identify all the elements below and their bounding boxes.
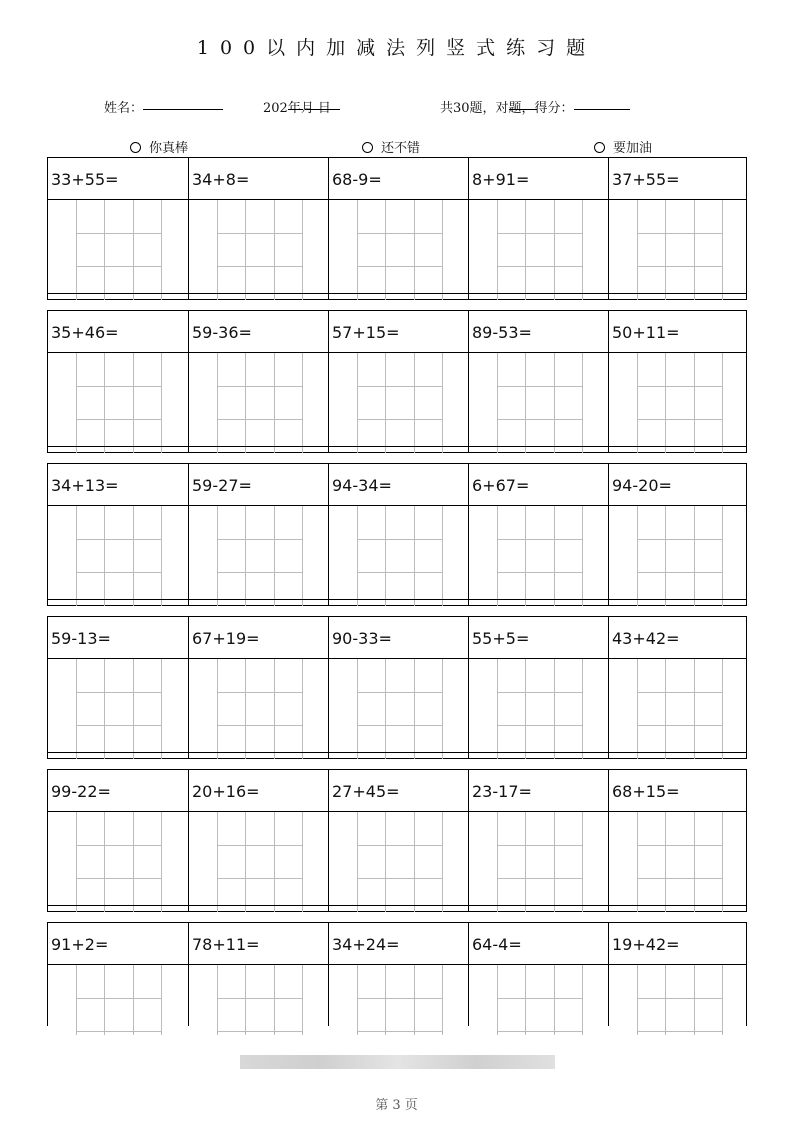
grid-line	[358, 1031, 443, 1032]
answer-grid[interactable]	[497, 659, 582, 759]
problem-cell	[328, 311, 468, 452]
grid-line	[218, 845, 303, 846]
problem-text: 34+24=	[332, 935, 400, 954]
correct-blank	[509, 97, 537, 110]
grid-line	[414, 812, 415, 912]
problem-cell	[328, 158, 468, 299]
problem-text: 90-33=	[332, 629, 392, 648]
grid-line	[302, 812, 303, 912]
grid-line	[77, 539, 162, 540]
grid-line	[104, 965, 105, 1035]
problem-text: 50+11=	[612, 323, 680, 342]
grid-line	[665, 659, 666, 759]
problem-text: 64-4=	[472, 935, 522, 954]
grid-line	[133, 200, 134, 300]
problem-text: 94-34=	[332, 476, 392, 495]
row-divider	[48, 352, 746, 353]
circle-icon	[362, 142, 373, 153]
grid-line	[694, 965, 695, 1035]
grid-line	[638, 233, 723, 234]
rating-option[interactable]: 还不错	[362, 137, 420, 156]
grid-line	[442, 812, 443, 912]
grid-line	[665, 506, 666, 606]
grid-line	[582, 200, 583, 300]
grid-line	[414, 965, 415, 1035]
answer-grid[interactable]	[357, 506, 442, 606]
row-divider	[48, 199, 746, 200]
answer-grid[interactable]	[497, 353, 582, 453]
grid-line	[722, 506, 723, 606]
problem-text: 91+2=	[51, 935, 109, 954]
grid-line	[665, 965, 666, 1035]
grid-line	[498, 419, 583, 420]
grid-line	[414, 353, 415, 453]
answer-grid[interactable]	[497, 812, 582, 912]
name-blank	[143, 97, 223, 110]
problem-cell	[48, 770, 188, 911]
grid-line	[638, 419, 723, 420]
row-separator	[48, 293, 746, 294]
problem-row	[47, 310, 747, 453]
answer-grid[interactable]	[637, 659, 722, 759]
problem-cell	[608, 617, 748, 758]
grid-line	[358, 233, 443, 234]
grid-line	[525, 353, 526, 453]
grid-line	[498, 572, 583, 573]
grid-line	[161, 200, 162, 300]
grid-line	[582, 965, 583, 1035]
answer-grid[interactable]	[637, 812, 722, 912]
grid-line	[498, 1031, 583, 1032]
grid-line	[694, 659, 695, 759]
grid-line	[638, 539, 723, 540]
problem-row	[47, 616, 747, 759]
problem-text: 78+11=	[192, 935, 260, 954]
problem-cell	[608, 770, 748, 911]
problem-cell	[328, 923, 468, 1026]
grid-line	[274, 506, 275, 606]
grid-line	[385, 812, 386, 912]
answer-grid[interactable]	[217, 506, 302, 606]
problem-row	[47, 922, 747, 1026]
date-field	[263, 97, 331, 116]
grid-line	[218, 725, 303, 726]
grid-line	[554, 965, 555, 1035]
answer-grid[interactable]	[637, 506, 722, 606]
grid-line	[77, 386, 162, 387]
grid-line	[722, 965, 723, 1035]
grid-line	[498, 692, 583, 693]
problem-cell	[468, 617, 608, 758]
problem-cell	[468, 311, 608, 452]
grid-line	[104, 659, 105, 759]
grid-line	[245, 812, 246, 912]
problem-cell	[608, 158, 748, 299]
grid-line	[554, 506, 555, 606]
grid-line	[442, 353, 443, 453]
grid-line	[218, 1031, 303, 1032]
answer-grid[interactable]	[76, 353, 161, 453]
grid-line	[638, 692, 723, 693]
problem-row	[47, 769, 747, 912]
grid-line	[77, 419, 162, 420]
problem-text: 55+5=	[472, 629, 530, 648]
grid-line	[104, 812, 105, 912]
day-label: 日	[317, 101, 331, 116]
grid-line	[358, 419, 443, 420]
grid-line	[358, 878, 443, 879]
grid-line	[245, 659, 246, 759]
grid-line	[77, 572, 162, 573]
grid-line	[302, 353, 303, 453]
grid-line	[638, 386, 723, 387]
answer-grid[interactable]	[497, 965, 582, 1035]
grid-line	[274, 353, 275, 453]
problem-cell	[188, 923, 328, 1026]
grid-line	[582, 812, 583, 912]
grid-line	[218, 692, 303, 693]
grid-line	[218, 572, 303, 573]
row-divider	[48, 505, 746, 506]
answer-grid[interactable]	[217, 200, 302, 300]
grid-line	[442, 506, 443, 606]
grid-line	[385, 353, 386, 453]
problem-cell	[188, 617, 328, 758]
grid-line	[218, 233, 303, 234]
answer-grid[interactable]	[357, 200, 442, 300]
row-separator	[48, 905, 746, 906]
problem-text: 6+67=	[472, 476, 530, 495]
grid-line	[77, 1031, 162, 1032]
grid-line	[498, 266, 583, 267]
grid-line	[385, 200, 386, 300]
grid-line	[133, 965, 134, 1035]
row-divider	[48, 964, 746, 965]
grid-line	[694, 353, 695, 453]
grid-line	[638, 845, 723, 846]
problem-text: 67+19=	[192, 629, 260, 648]
grid-line	[582, 506, 583, 606]
problem-cell	[188, 770, 328, 911]
problem-cell	[468, 464, 608, 605]
grid-line	[525, 965, 526, 1035]
problem-text: 33+55=	[51, 170, 119, 189]
problem-text: 59-27=	[192, 476, 252, 495]
grid-line	[218, 419, 303, 420]
grid-line	[77, 845, 162, 846]
row-separator	[48, 752, 746, 753]
grid-line	[358, 845, 443, 846]
problem-text: 34+8=	[192, 170, 250, 189]
grid-line	[722, 200, 723, 300]
problem-text: 89-53=	[472, 323, 532, 342]
answer-grid[interactable]	[357, 965, 442, 1035]
grid-line	[245, 506, 246, 606]
grid-line	[133, 812, 134, 912]
problem-cell	[468, 158, 608, 299]
problem-text: 27+45=	[332, 782, 400, 801]
total-label: 共30题，对	[440, 101, 509, 116]
grid-line	[414, 506, 415, 606]
grid-line	[358, 572, 443, 573]
grid-line	[638, 266, 723, 267]
grid-line	[442, 200, 443, 300]
answer-grid[interactable]	[76, 659, 161, 759]
problem-cell	[608, 464, 748, 605]
grid-line	[274, 812, 275, 912]
answer-grid[interactable]	[217, 353, 302, 453]
grid-line	[77, 692, 162, 693]
grid-line	[161, 659, 162, 759]
rating-option[interactable]: 要加油	[594, 137, 652, 156]
grid-line	[638, 998, 723, 999]
grid-line	[638, 572, 723, 573]
problem-text: 34+13=	[51, 476, 119, 495]
grid-line	[665, 812, 666, 912]
grid-line	[133, 659, 134, 759]
problem-cell	[188, 311, 328, 452]
answer-grid[interactable]	[217, 812, 302, 912]
answer-grid[interactable]	[637, 353, 722, 453]
grid-line	[161, 353, 162, 453]
grid-line	[245, 353, 246, 453]
grid-line	[218, 539, 303, 540]
grid-line	[358, 539, 443, 540]
grid-line	[498, 878, 583, 879]
rating-option[interactable]: 你真棒	[130, 137, 188, 156]
grid-line	[498, 845, 583, 846]
problem-text: 59-36=	[192, 323, 252, 342]
problem-cell	[48, 923, 188, 1026]
score-label: 题，得分：	[508, 101, 574, 116]
problem-cell	[468, 770, 608, 911]
row-divider	[48, 811, 746, 812]
grid-line	[525, 812, 526, 912]
problem-text: 68+15=	[612, 782, 680, 801]
grid-line	[218, 998, 303, 999]
year-prefix: 202	[263, 101, 288, 116]
answer-grid[interactable]	[497, 506, 582, 606]
row-separator	[48, 446, 746, 447]
grid-line	[722, 659, 723, 759]
grid-line	[722, 812, 723, 912]
grid-line	[498, 386, 583, 387]
blurred-footer-text	[240, 1055, 555, 1069]
answer-grid[interactable]	[76, 200, 161, 300]
grid-line	[638, 1031, 723, 1032]
grid-line	[77, 233, 162, 234]
grid-line	[694, 506, 695, 606]
grid-line	[161, 506, 162, 606]
grid-line	[161, 812, 162, 912]
grid-line	[104, 353, 105, 453]
problem-cell	[48, 158, 188, 299]
problem-cell	[328, 464, 468, 605]
problem-text: 43+42=	[612, 629, 680, 648]
name-field	[104, 97, 143, 116]
row-separator	[48, 599, 746, 600]
problem-row	[47, 157, 747, 300]
grid-line	[582, 659, 583, 759]
answer-grid[interactable]	[357, 353, 442, 453]
grid-line	[358, 725, 443, 726]
grid-line	[161, 965, 162, 1035]
grid-line	[218, 266, 303, 267]
answer-grid[interactable]	[637, 200, 722, 300]
grid-line	[554, 659, 555, 759]
problem-text: 23-17=	[472, 782, 532, 801]
answer-grid[interactable]	[76, 965, 161, 1035]
grid-line	[358, 692, 443, 693]
grid-line	[665, 200, 666, 300]
grid-line	[385, 965, 386, 1035]
circle-icon	[130, 142, 141, 153]
grid-line	[104, 506, 105, 606]
grid-line	[245, 965, 246, 1035]
answer-grid[interactable]	[357, 659, 442, 759]
problem-text: 19+42=	[612, 935, 680, 954]
grid-line	[302, 659, 303, 759]
problem-cell	[468, 923, 608, 1026]
problem-text: 37+55=	[612, 170, 680, 189]
day-blank	[318, 97, 340, 110]
answer-grid[interactable]	[637, 965, 722, 1035]
grid-line	[302, 965, 303, 1035]
problem-cell	[48, 311, 188, 452]
problem-cell	[188, 464, 328, 605]
answer-grid[interactable]	[357, 812, 442, 912]
grid-line	[77, 998, 162, 999]
grid-line	[442, 659, 443, 759]
grid-line	[694, 812, 695, 912]
grid-line	[694, 200, 695, 300]
grid-line	[133, 506, 134, 606]
grid-line	[77, 878, 162, 879]
circle-icon	[594, 142, 605, 153]
page-number: 第 3 页	[375, 1098, 418, 1113]
year-blank	[288, 97, 303, 110]
grid-line	[554, 812, 555, 912]
grid-line	[245, 200, 246, 300]
grid-line	[218, 386, 303, 387]
grid-line	[525, 659, 526, 759]
grid-line	[414, 659, 415, 759]
answer-grid[interactable]	[217, 965, 302, 1035]
problem-text: 59-13=	[51, 629, 111, 648]
problem-text: 57+15=	[332, 323, 400, 342]
year-label: 年	[287, 101, 301, 116]
grid-line	[274, 659, 275, 759]
month-label: 月	[300, 101, 314, 116]
problem-cell	[328, 617, 468, 758]
grid-line	[498, 539, 583, 540]
grid-line	[582, 353, 583, 453]
grid-line	[302, 200, 303, 300]
row-divider	[48, 658, 746, 659]
problem-cell	[48, 617, 188, 758]
grid-line	[442, 965, 443, 1035]
grid-line	[302, 506, 303, 606]
grid-line	[665, 353, 666, 453]
grid-line	[358, 998, 443, 999]
problem-text: 20+16=	[192, 782, 260, 801]
grid-line	[525, 200, 526, 300]
grid-line	[218, 878, 303, 879]
grid-line	[133, 353, 134, 453]
problem-row	[47, 463, 747, 606]
grid-line	[498, 998, 583, 999]
answer-grid[interactable]	[217, 659, 302, 759]
grid-line	[385, 506, 386, 606]
grid-line	[498, 725, 583, 726]
problem-text: 35+46=	[51, 323, 119, 342]
grid-line	[498, 233, 583, 234]
page-title: 100以内加减法列竖式练习题	[196, 37, 597, 59]
grid-line	[638, 725, 723, 726]
grid-line	[274, 200, 275, 300]
problem-text: 68-9=	[332, 170, 382, 189]
grid-line	[385, 659, 386, 759]
problem-cell	[608, 923, 748, 1026]
problem-text: 94-20=	[612, 476, 672, 495]
grid-line	[358, 266, 443, 267]
grid-line	[638, 878, 723, 879]
problem-cell	[328, 770, 468, 911]
problem-cell	[48, 464, 188, 605]
grid-line	[414, 200, 415, 300]
grid-line	[77, 266, 162, 267]
grid-line	[554, 353, 555, 453]
grid-line	[104, 200, 105, 300]
name-label: 姓名：	[104, 101, 144, 116]
problem-text: 99-22=	[51, 782, 111, 801]
score-field	[440, 97, 574, 116]
problem-cell	[188, 158, 328, 299]
answer-grid[interactable]	[497, 200, 582, 300]
answer-grid[interactable]	[76, 506, 161, 606]
grid-line	[77, 725, 162, 726]
grid-line	[358, 386, 443, 387]
grid-line	[525, 506, 526, 606]
problem-text: 8+91=	[472, 170, 530, 189]
grid-line	[274, 965, 275, 1035]
problem-cell	[608, 311, 748, 452]
grid-line	[554, 200, 555, 300]
score-blank	[574, 97, 630, 110]
answer-grid[interactable]	[76, 812, 161, 912]
grid-line	[722, 353, 723, 453]
